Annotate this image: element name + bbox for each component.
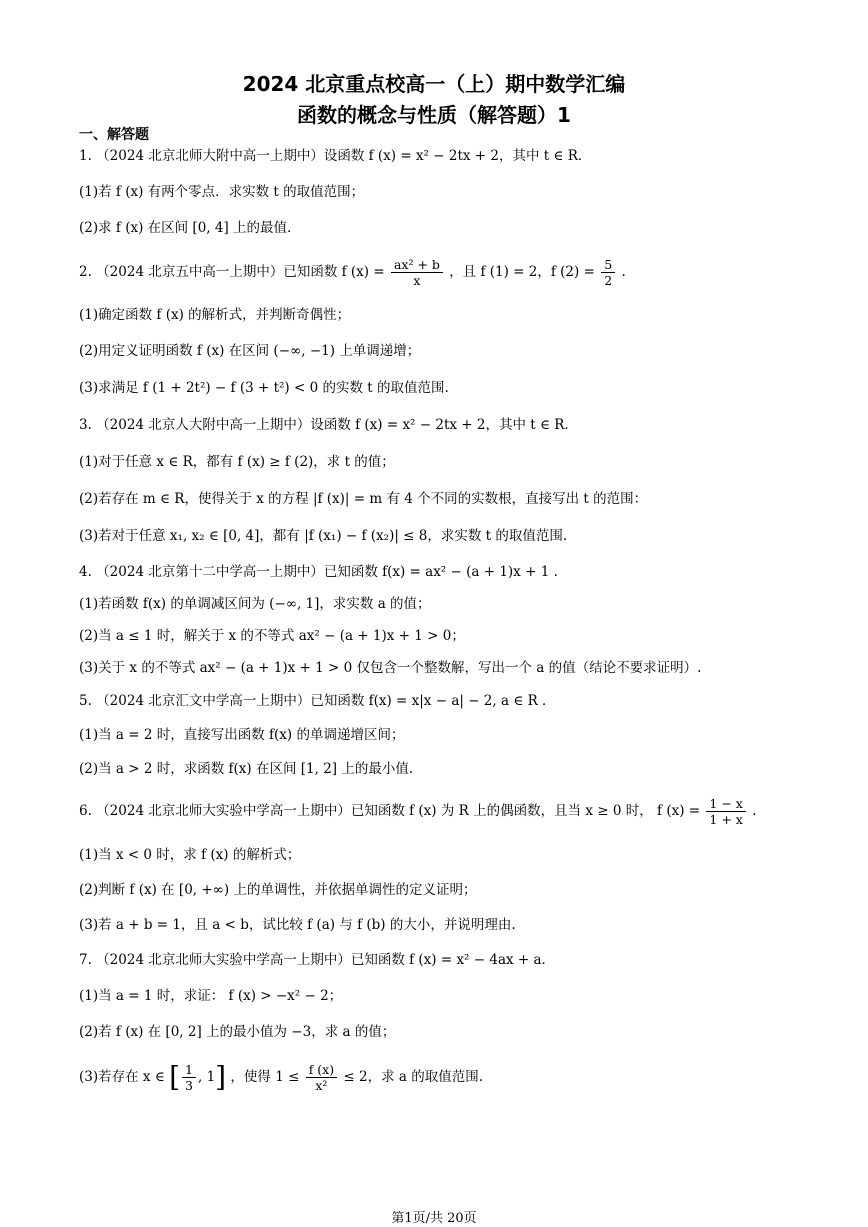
fraction-denominator: x² (315, 1078, 328, 1093)
problem-2-part-3: (3)求满足 f (1 + 2t²) − f (3 + t²) < 0 的实数 t 的取值范围. (79, 380, 449, 396)
problem-5-part-1: (1)当 a = 2 时，直接写出函数 f(x) 的单调递增区间； (79, 727, 405, 743)
right-bracket: ] (215, 1060, 227, 1094)
document-title: 2024 北京重点校高一（上）期中数学汇编 (242, 72, 626, 96)
problem-7-part-3 (79, 1057, 483, 1098)
problem-4-part-1: (1)若函数 f(x) 的单调减区间为 (−∞, 1]，求实数 a 的值； (79, 596, 431, 612)
problem-1-statement: 1. （2024 北京北师大附中高一上期中）设函数 f (x) = x² − 2tx + 2，其中 t ∈ R． (79, 148, 592, 164)
problem-7-part-3-end: ≤ 2，求 a 的取值范围. (343, 1069, 484, 1085)
problem-2-mid: ，且 f (1) = 2，f (2) = (449, 264, 595, 280)
fraction-numerator: ax² + b (391, 257, 443, 273)
problem-2-part-2: (2)用定义证明函数 f (x) 在区间 (−∞, −1) 上单调递增； (79, 343, 421, 359)
problem-4-statement: 4. （2024 北京第十二中学高一上期中）已知函数 f(x) = ax² − (a + 1)x + 1 . (79, 564, 558, 580)
problem-5-statement: 5. （2024 北京汇文中学高一上期中）已知函数 f(x) = x|x − a| − 2, a ∈ R ． (79, 693, 556, 709)
problem-6-part-1: (1)当 x < 0 时，求 f (x) 的解析式； (79, 847, 301, 863)
problem-7-part-1: (1)当 a = 1 时，求证： f (x) > −x² − 2； (79, 988, 343, 1004)
fraction-numerator: 5 (601, 257, 615, 273)
problem-7-part-3-prefix: (3)若存在 x ∈ (79, 1069, 165, 1085)
problem-2-end: . (621, 264, 626, 280)
problem-5-part-2: (2)当 a > 2 时，求函数 f(x) 在区间 [1, 2] 上的最小值. (79, 761, 414, 777)
problem-2-statement (79, 254, 626, 290)
interval-tail: , 1 (198, 1069, 216, 1085)
fraction-denominator: 2 (604, 273, 613, 288)
problem-7-part-3-mid: ，使得 1 ≤ (230, 1069, 300, 1085)
problem-1-part-1: (1)若 f (x) 有两个零点．求实数 t 的取值范围； (79, 184, 365, 200)
fraction-numerator: 1 (182, 1062, 196, 1078)
problem-2-fraction (391, 257, 443, 288)
problem-6-part-2: (2)判断 f (x) 在 [0, +∞) 上的单调性，并依据单调性的定义证明； (79, 882, 477, 898)
interval-fraction (182, 1062, 196, 1093)
fraction-denominator: x (413, 273, 421, 288)
problem-2-prefix: 2. （2024 北京五中高一上期中）已知函数 f (x) = (79, 264, 385, 280)
page-footer: 第1页/共 20页 (391, 1211, 477, 1226)
left-bracket: [ (169, 1060, 181, 1094)
problem-1-part-2: (2)求 f (x) 在区间 [0, 4] 上的最值. (79, 220, 292, 236)
problem-6-end: . (752, 803, 757, 819)
problem-3-part-1: (1)对于任意 x ∈ R，都有 f (x) ≥ f (2)，求 t 的值； (79, 454, 395, 470)
problem-6-prefix: 6. （2024 北京北师大实验中学高一上期中）已知函数 f (x) 为 R 上的偶函数，且当 x ≥ 0 时， f (x) = (79, 803, 701, 819)
fraction-numerator: f (x) (306, 1062, 337, 1078)
document-subtitle: 函数的概念与性质（解答题）1 (297, 103, 571, 127)
problem-3-statement: 3. （2024 北京人大附中高一上期中）设函数 f (x) = x² − 2tx + 2，其中 t ∈ R． (79, 417, 578, 433)
problem-7-statement: 7. （2024 北京北师大实验中学高一上期中）已知函数 f (x) = x² − 4ax + a． (79, 952, 556, 968)
fraction-numerator: 1 − x (706, 796, 745, 812)
problem-6-fraction (706, 796, 745, 827)
problem-6-part-3: (3)若 a + b = 1，且 a < b，试比较 f (a) 与 f (b) 的大小，并说明理由. (79, 917, 516, 933)
problem-6-statement (79, 793, 756, 829)
problem-3-part-2: (2)若存在 m ∈ R，使得关于 x 的方程 |f (x)| = m 有 4 个不同的实数根，直接写出 t 的范围： (79, 491, 648, 507)
fraction-denominator: 3 (185, 1078, 193, 1093)
problem-7-part-2: (2)若 f (x) 在 [0, 2] 上的最小值为 −3，求 a 的值； (79, 1024, 396, 1040)
problem-4-part-3: (3)关于 x 的不等式 ax² − (a + 1)x + 1 > 0 仅包含一个整数解，写出一个 a 的值（结论不要求证明）. (79, 660, 702, 676)
problem-2-fraction-2 (601, 257, 615, 288)
problem-4-part-2: (2)当 a ≤ 1 时，解关于 x 的不等式 ax² − (a + 1)x + 1 > 0； (79, 628, 465, 644)
section-heading: 一、解答题 (79, 127, 149, 143)
fraction-denominator: 1 + x (709, 812, 743, 827)
problem-3-part-3: (3)若对于任意 x₁, x₂ ∈ [0, 4]，都有 |f (x₁) − f (x₂)| ≤ 8，求实数 t 的取值范围. (79, 528, 568, 544)
problem-2-part-1: (1)确定函数 f (x) 的解析式，并判断奇偶性； (79, 307, 351, 323)
problem-7-fraction (306, 1062, 337, 1093)
